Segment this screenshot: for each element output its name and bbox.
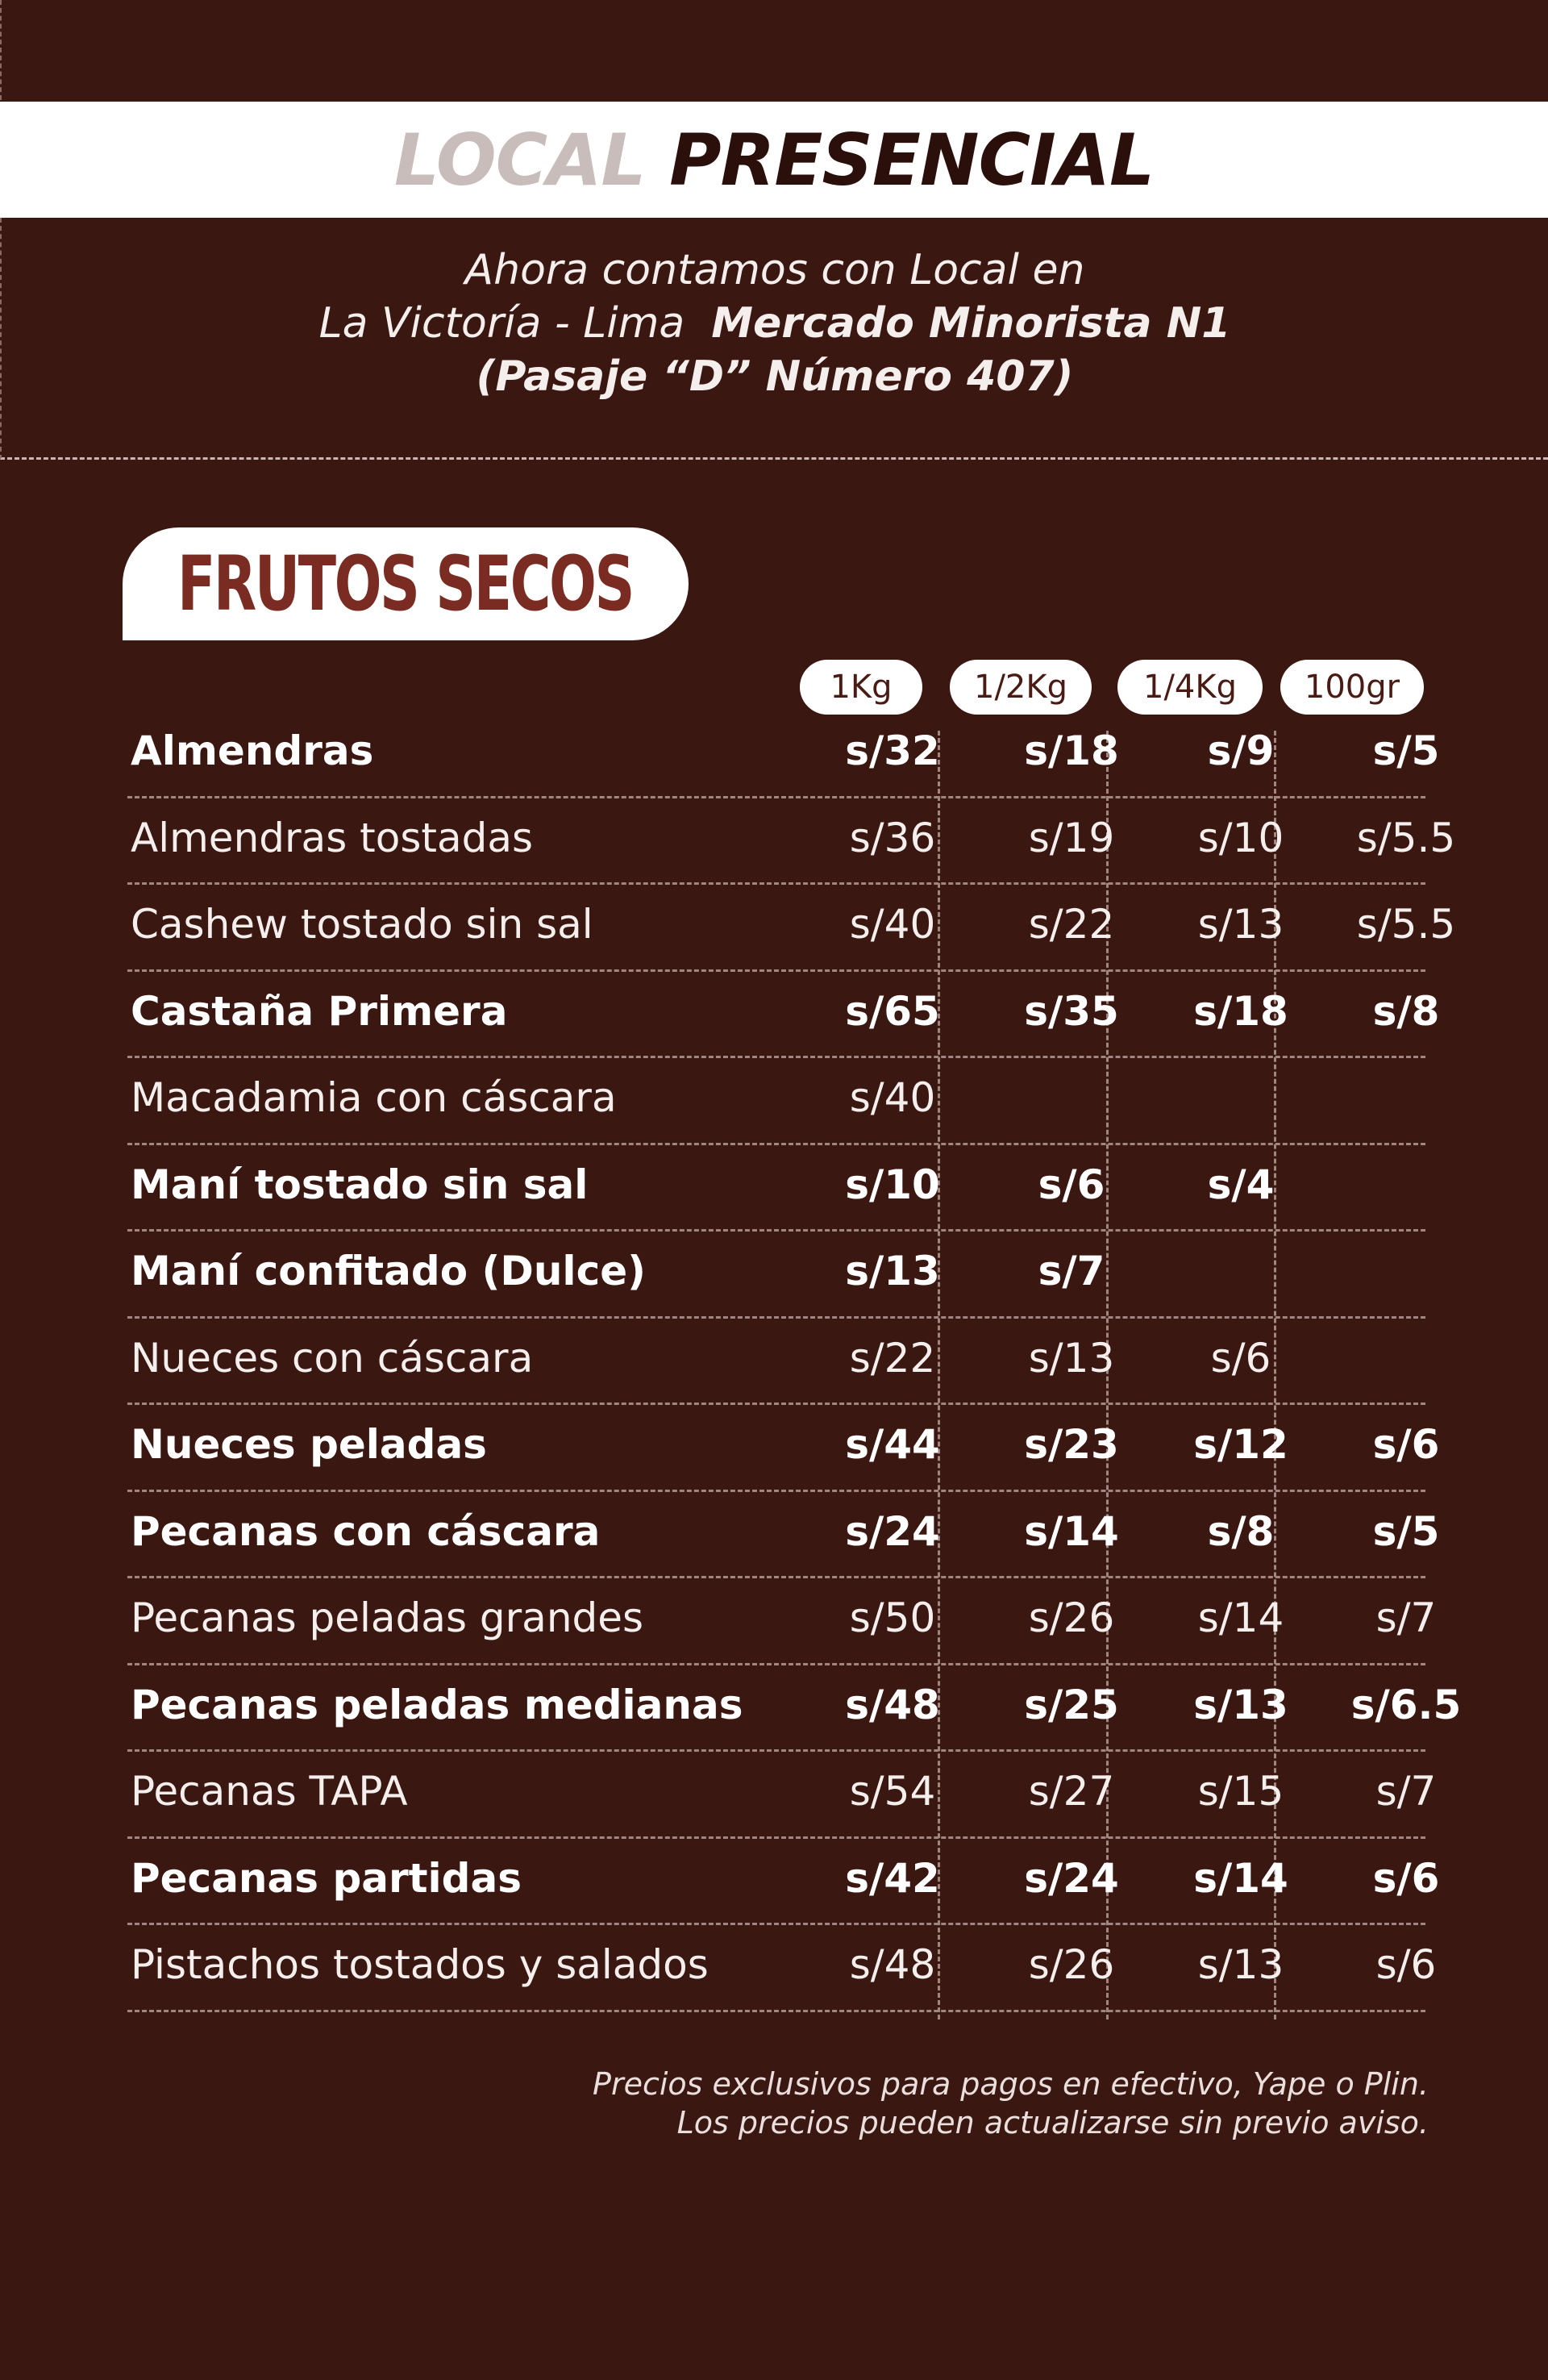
table-row [127,972,1440,1059]
price-cell: s/24 [1024,1854,1119,1902]
table-row [127,885,1456,972]
product-name: Macadamia con cáscara [131,1074,617,1121]
price-cell: s/50 [849,1594,936,1641]
price-cell: s/13 [1028,1334,1115,1382]
price-cell: s/12 [1193,1421,1288,1468]
price-cell: s/10 [1197,814,1284,861]
intro-market: Mercado Minorista N1 [711,299,1231,348]
price-cell: s/6 [1372,1421,1440,1468]
product-name: Maní confitado (Dulce) [131,1248,646,1294]
table-row [127,1405,1440,1492]
product-name: Nueces peladas [131,1421,487,1468]
price-cell: s/24 [845,1507,940,1555]
price-cell: s/48 [849,1941,936,1988]
price-cell: s/65 [845,987,940,1035]
price-cell: s/18 [1024,727,1119,774]
footnote-line-2: Los precios pueden actualizarse sin previo aviso. [676,2105,1429,2140]
price-cell: s/26 [1028,1594,1115,1641]
product-name: Pecanas con cáscara [131,1507,601,1555]
store-location-info [0,218,1548,460]
product-name: Pecanas peladas medianas [131,1681,743,1728]
table-row [127,1145,1425,1232]
price-cell: s/14 [1197,1594,1284,1641]
price-cell: s/40 [849,1074,936,1121]
price-cell: s/7 [1375,1768,1437,1815]
intro-address: (Pasaje “D” Número 407) [476,352,1074,401]
intro-district: La Victoría - Lima [318,299,685,348]
price-cell: s/5 [1372,727,1440,774]
section-title-pill [123,527,689,640]
table-row [127,1752,1437,1839]
price-cell: s/48 [845,1681,940,1728]
product-name: Nueces con cáscara [131,1334,534,1382]
price-cell: s/4 [1207,1161,1275,1208]
price-cell: s/54 [849,1768,936,1815]
price-cell: s/6 [1038,1161,1105,1208]
product-name: Pistachos tostados y salados [131,1941,709,1988]
price-cell: s/42 [845,1854,940,1902]
banner-title-dark: PRESENCIAL [669,118,1155,202]
price-cell: s/18 [1193,987,1288,1035]
price-cell: s/6 [1210,1334,1271,1382]
price-cell: s/5.5 [1356,901,1456,948]
pricing-footnote [593,2065,1429,2142]
product-name: Castaña Primera [131,987,508,1035]
table-row [127,1058,1425,1145]
price-cell: s/27 [1028,1768,1115,1815]
price-cell: s/40 [849,901,936,948]
table-row [127,1925,1437,2012]
price-cell: s/15 [1197,1768,1284,1815]
price-cell: s/6 [1372,1854,1440,1902]
price-cell: s/13 [1193,1681,1288,1728]
price-cell: s/14 [1193,1854,1288,1902]
product-name: Almendras tostadas [131,814,534,861]
price-table [127,711,1462,2012]
price-cell: s/35 [1024,987,1119,1035]
product-name: Cashew tostado sin sal [131,901,593,948]
table-row [127,1839,1440,1926]
price-cell: s/32 [845,727,940,774]
price-cell: s/14 [1024,1507,1119,1555]
size-header-half-kg: 1/2Kg [950,660,1092,715]
table-row [127,711,1440,798]
price-cell: s/7 [1375,1594,1437,1641]
table-row [127,1578,1437,1665]
price-cell: s/6 [1375,1941,1437,1988]
size-header-100gr: 100gr [1280,660,1424,715]
price-cell: s/6.5 [1350,1681,1462,1728]
footnote-line-1: Precios exclusivos para pagos en efectivo, Yape o Plin. [593,2066,1429,2102]
price-cell: s/22 [1028,901,1115,948]
table-row [127,1492,1440,1579]
table-row [127,1665,1462,1753]
size-header-quarter-kg: 1/4Kg [1117,660,1263,715]
price-cell: s/36 [849,814,936,861]
product-name: Pecanas partidas [131,1854,522,1902]
price-cell: s/7 [1038,1248,1105,1294]
price-cell: s/9 [1207,727,1275,774]
price-cell: s/19 [1028,814,1115,861]
section-title: FRUTOS SECOS [177,540,634,628]
price-cell: s/8 [1372,987,1440,1035]
intro-line-1: Ahora contamos con Local en [464,246,1085,294]
intro-line-2 [2,297,1548,350]
price-cell: s/13 [1197,901,1284,948]
price-cell: s/22 [849,1334,936,1382]
size-header-1kg: 1Kg [800,660,922,715]
price-cell: s/8 [1207,1507,1275,1555]
table-row [127,1232,1425,1319]
top-decorative-border [0,0,1548,100]
product-name: Maní tostado sin sal [131,1161,589,1208]
price-cell: s/13 [845,1248,940,1294]
price-cell: s/23 [1024,1421,1119,1468]
price-cell: s/44 [845,1421,940,1468]
table-row [127,798,1456,886]
product-name: Pecanas TAPA [131,1768,408,1815]
banner-title-light: LOCAL [393,118,646,202]
price-cell: s/26 [1028,1941,1115,1988]
header-banner [0,102,1548,218]
price-cell: s/5 [1372,1507,1440,1555]
price-cell: s/13 [1197,1941,1284,1988]
product-name: Almendras [131,727,374,774]
banner-title [394,119,1154,202]
price-cell: s/25 [1024,1681,1119,1728]
price-cell: s/5.5 [1356,814,1456,861]
table-row [127,1319,1425,1406]
price-cell: s/10 [845,1161,940,1208]
product-name: Pecanas peladas grandes [131,1594,644,1641]
